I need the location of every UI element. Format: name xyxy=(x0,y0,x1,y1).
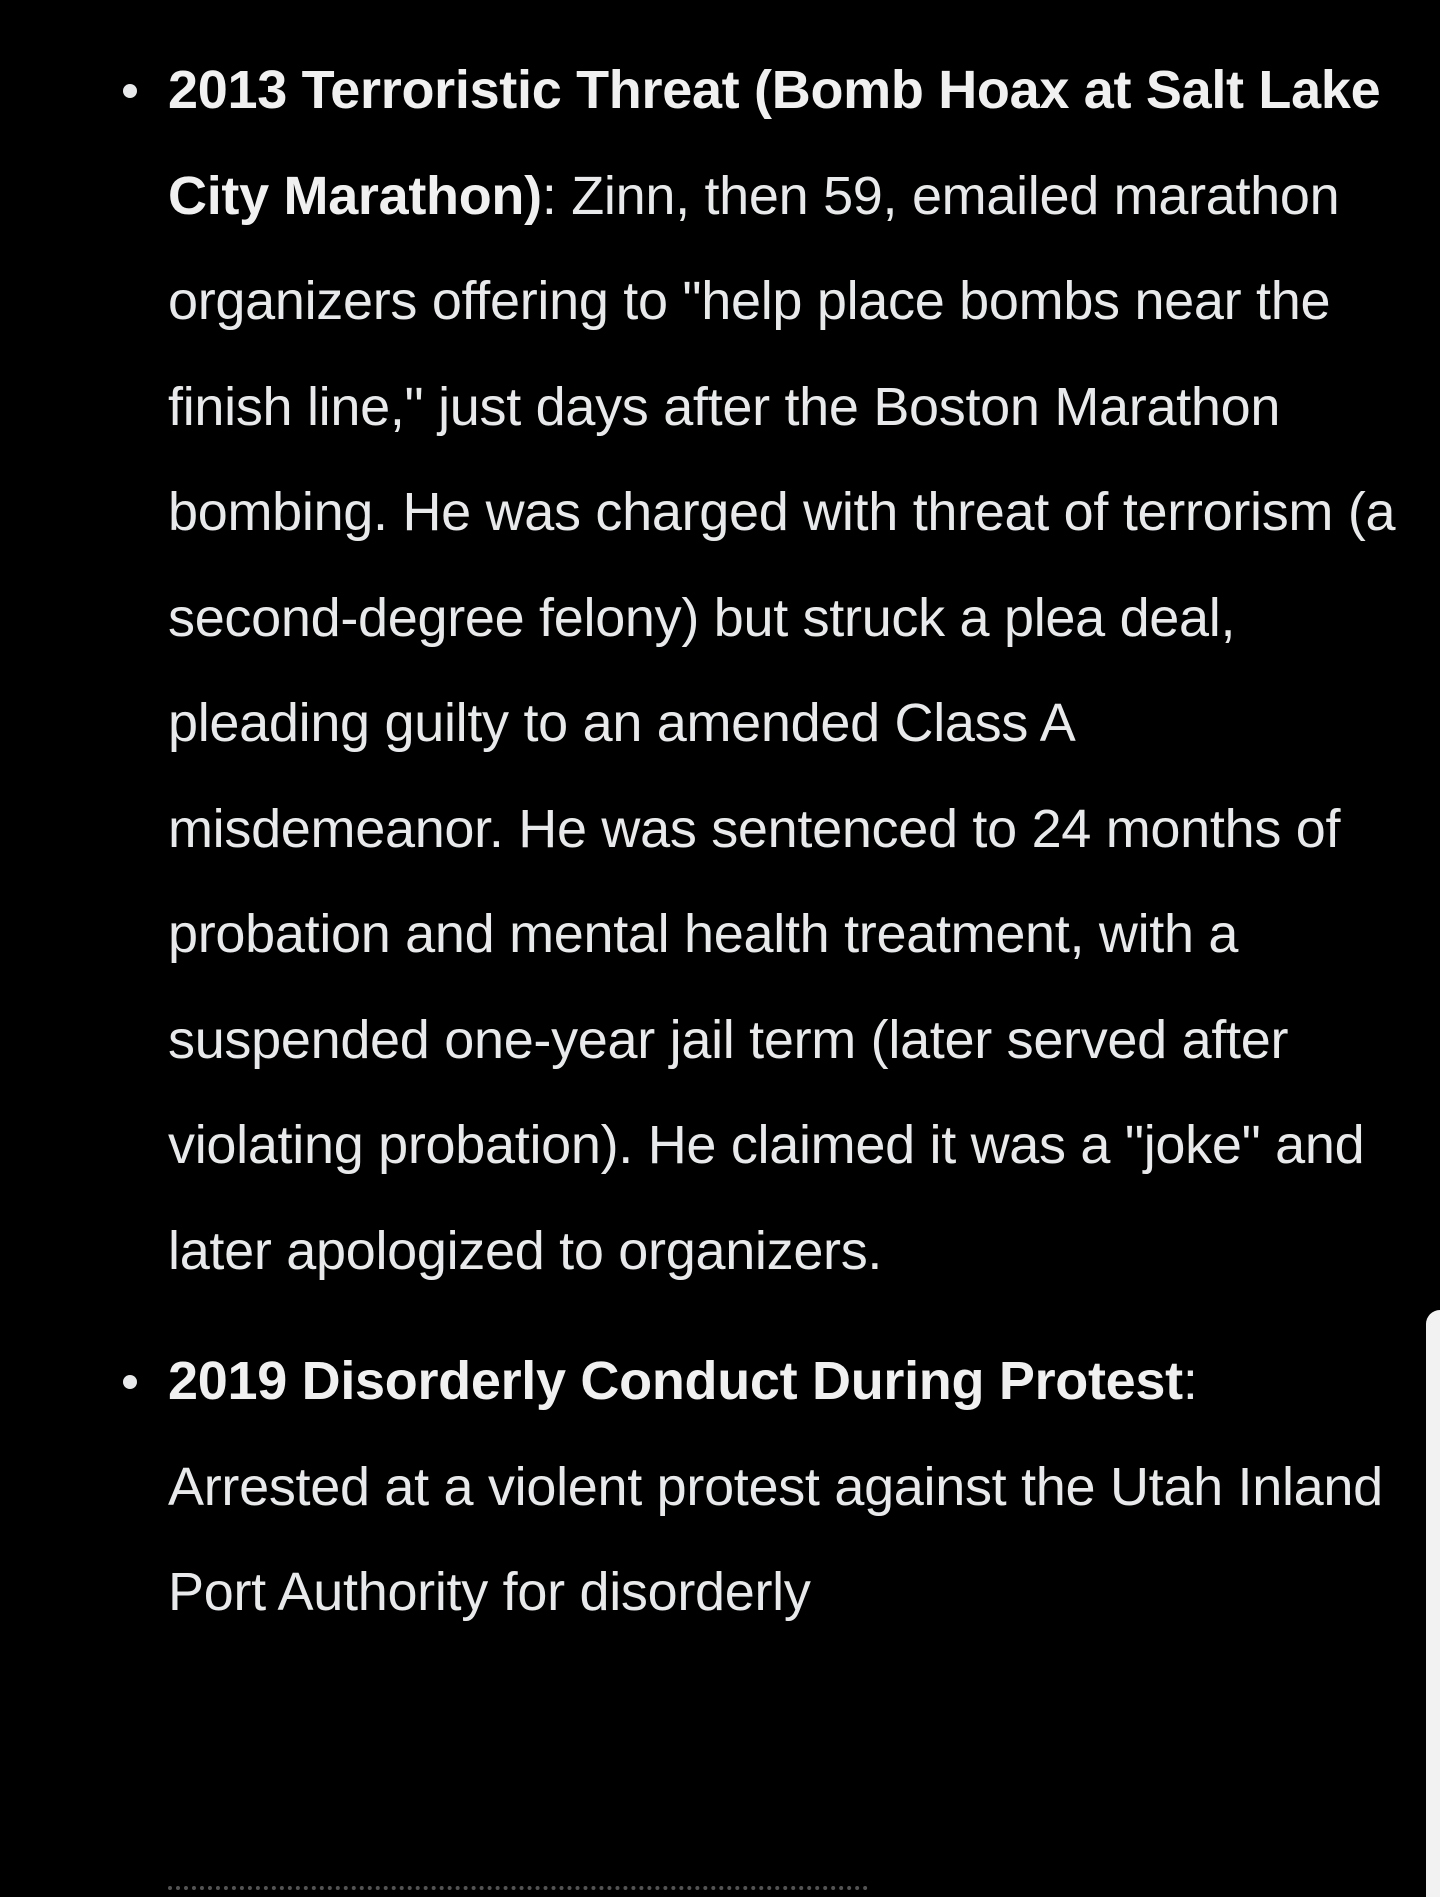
item-separator: : xyxy=(541,165,557,226)
item-title: 2013 Terroristic Threat (Bomb Hoax at Salt Lake City Marathon) xyxy=(168,60,1381,226)
bullet-icon xyxy=(123,84,137,98)
scrollbar[interactable] xyxy=(1426,1310,1440,1897)
truncated-text-line xyxy=(168,1886,868,1894)
charges-list xyxy=(112,38,1402,1646)
item-body: Zinn, then 59, emailed marathon organizers offering to "help place bombs near the finish line," just days after the Boston Marathon bombing. He was charged with threat of terrorism (a second-degree felony) but struck a plea deal, pleading guilty to an amended Class A misdemeanor. He was sentenced to 24 months of probation and mental health treatment, with a suspended one-year jail term (later served after violating probation). He claimed it was a "joke" and later apologized to organizers. xyxy=(168,165,1396,1281)
message-content xyxy=(112,38,1402,1646)
bullet-icon xyxy=(123,1375,137,1389)
item-body: Arrested at a violent protest against the Utah Inland Port Authority for disorderly xyxy=(168,1456,1383,1622)
item-title: 2019 Disorderly Conduct During Protest xyxy=(168,1351,1183,1411)
list-item xyxy=(112,1329,1402,1646)
list-item xyxy=(112,38,1402,1304)
item-separator: : xyxy=(1182,1351,1198,1411)
